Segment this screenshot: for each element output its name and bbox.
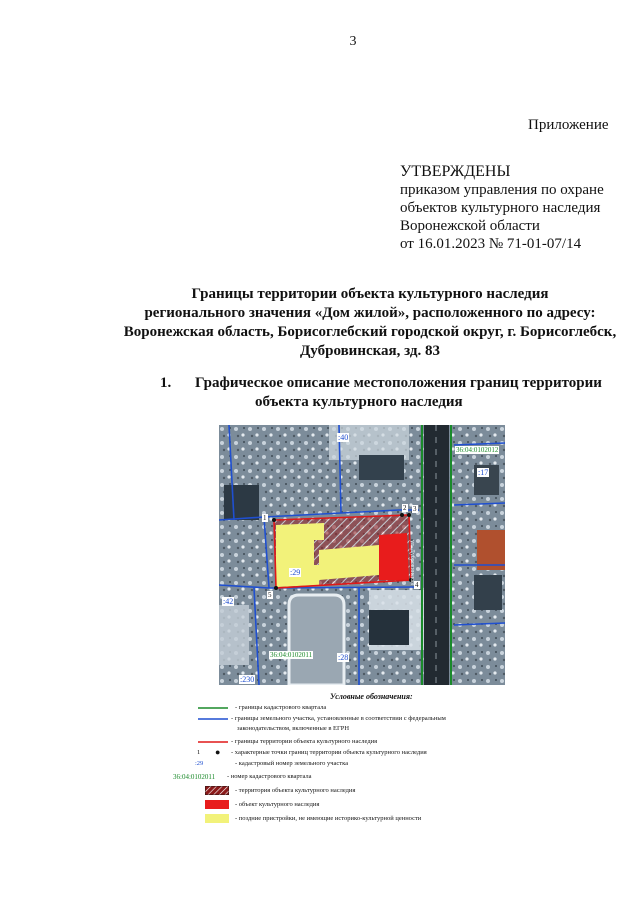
document-title — [90, 285, 640, 361]
title-line: Дубровинская, зд. 83 — [299, 343, 440, 359]
parcel-label: :40 — [338, 433, 349, 442]
red-fill-icon — [205, 800, 229, 809]
parcel-label: :28 — [338, 653, 349, 662]
approval-line: объектов культурного наследия — [400, 200, 601, 216]
legend-text: - поздние пристройки, не имеющие историко-культурной ценности — [235, 815, 422, 822]
quarter-label: 36:04:0102012 — [456, 446, 499, 454]
map-legend — [173, 690, 525, 830]
parcel-label: :17 — [478, 468, 489, 477]
section-title-line: Графическое описание местоположения границ территории — [195, 375, 602, 391]
appendix-label: Приложение — [528, 117, 609, 133]
point-number: 1 — [197, 749, 201, 756]
legend-text: законодательством, включенные в ЕГРН — [237, 725, 350, 732]
parcel-label: :29 — [290, 568, 301, 577]
approval-line: от 16.01.2023 № 71-01-07/14 — [400, 236, 582, 252]
legend-text: - границы территории объекта культурного наследия — [231, 738, 378, 745]
title-line: Воронежская область, Борисоглебский городской округ, г. Борисоглебск, — [123, 324, 617, 340]
yellow-fill-icon — [205, 814, 229, 823]
legend-text: - границы земельного участка, установленные в соответствии с федеральным — [231, 715, 446, 722]
blue-line-icon — [198, 717, 228, 721]
approval-line: Воронежской области — [400, 218, 540, 234]
section-title-line: объекта культурного наследия — [255, 394, 463, 410]
parcel-label: :42 — [223, 597, 234, 606]
approval-heading: УТВЕРЖДЕНЫ — [400, 163, 511, 180]
hatched-fill-icon — [205, 786, 229, 795]
legend-text: - границы кадастрового квартала — [235, 704, 327, 711]
cadastral-map — [219, 425, 505, 685]
legend-text: - объект культурного наследия — [235, 801, 320, 808]
street-label: ул. Дубровинская — [409, 540, 415, 585]
boundary-point-label: 5 — [268, 591, 272, 599]
legend-text: - номер кадастрового квартала — [227, 773, 312, 780]
title-line: регионального значения «Дом жилой», расположенного по адресу: — [144, 305, 596, 321]
quarter-label: 36:04:0102011 — [270, 651, 313, 659]
boundary-point-label: 1 — [263, 514, 267, 522]
approval-line: приказом управления по охране — [400, 182, 604, 198]
green-line-icon — [198, 706, 228, 710]
parcel-number: :29 — [195, 760, 204, 767]
legend-text: - характерные точки границ территории объекта культурного наследия — [231, 749, 427, 756]
point-icon: ● — [215, 747, 221, 757]
title-line: Границы территории объекта культурного наследия — [191, 286, 549, 302]
red-line-icon — [198, 740, 228, 744]
quarter-number: 36:04:0102011 — [173, 773, 216, 781]
legend-title: Условные обозначения: — [330, 692, 413, 701]
approval-block — [400, 163, 604, 253]
boundary-point-label: 3 — [413, 505, 417, 513]
map-image — [219, 425, 505, 685]
legend-text: - территория объекта культурного наследия — [235, 787, 356, 794]
section-number: 1. — [160, 375, 172, 391]
page-number: 3 — [349, 34, 357, 49]
legend-text: - кадастровый номер земельного участка — [235, 760, 349, 767]
parcel-label: :230 — [240, 675, 255, 684]
boundary-point-label: 4 — [415, 581, 419, 589]
boundary-point-label: 2 — [403, 504, 407, 512]
